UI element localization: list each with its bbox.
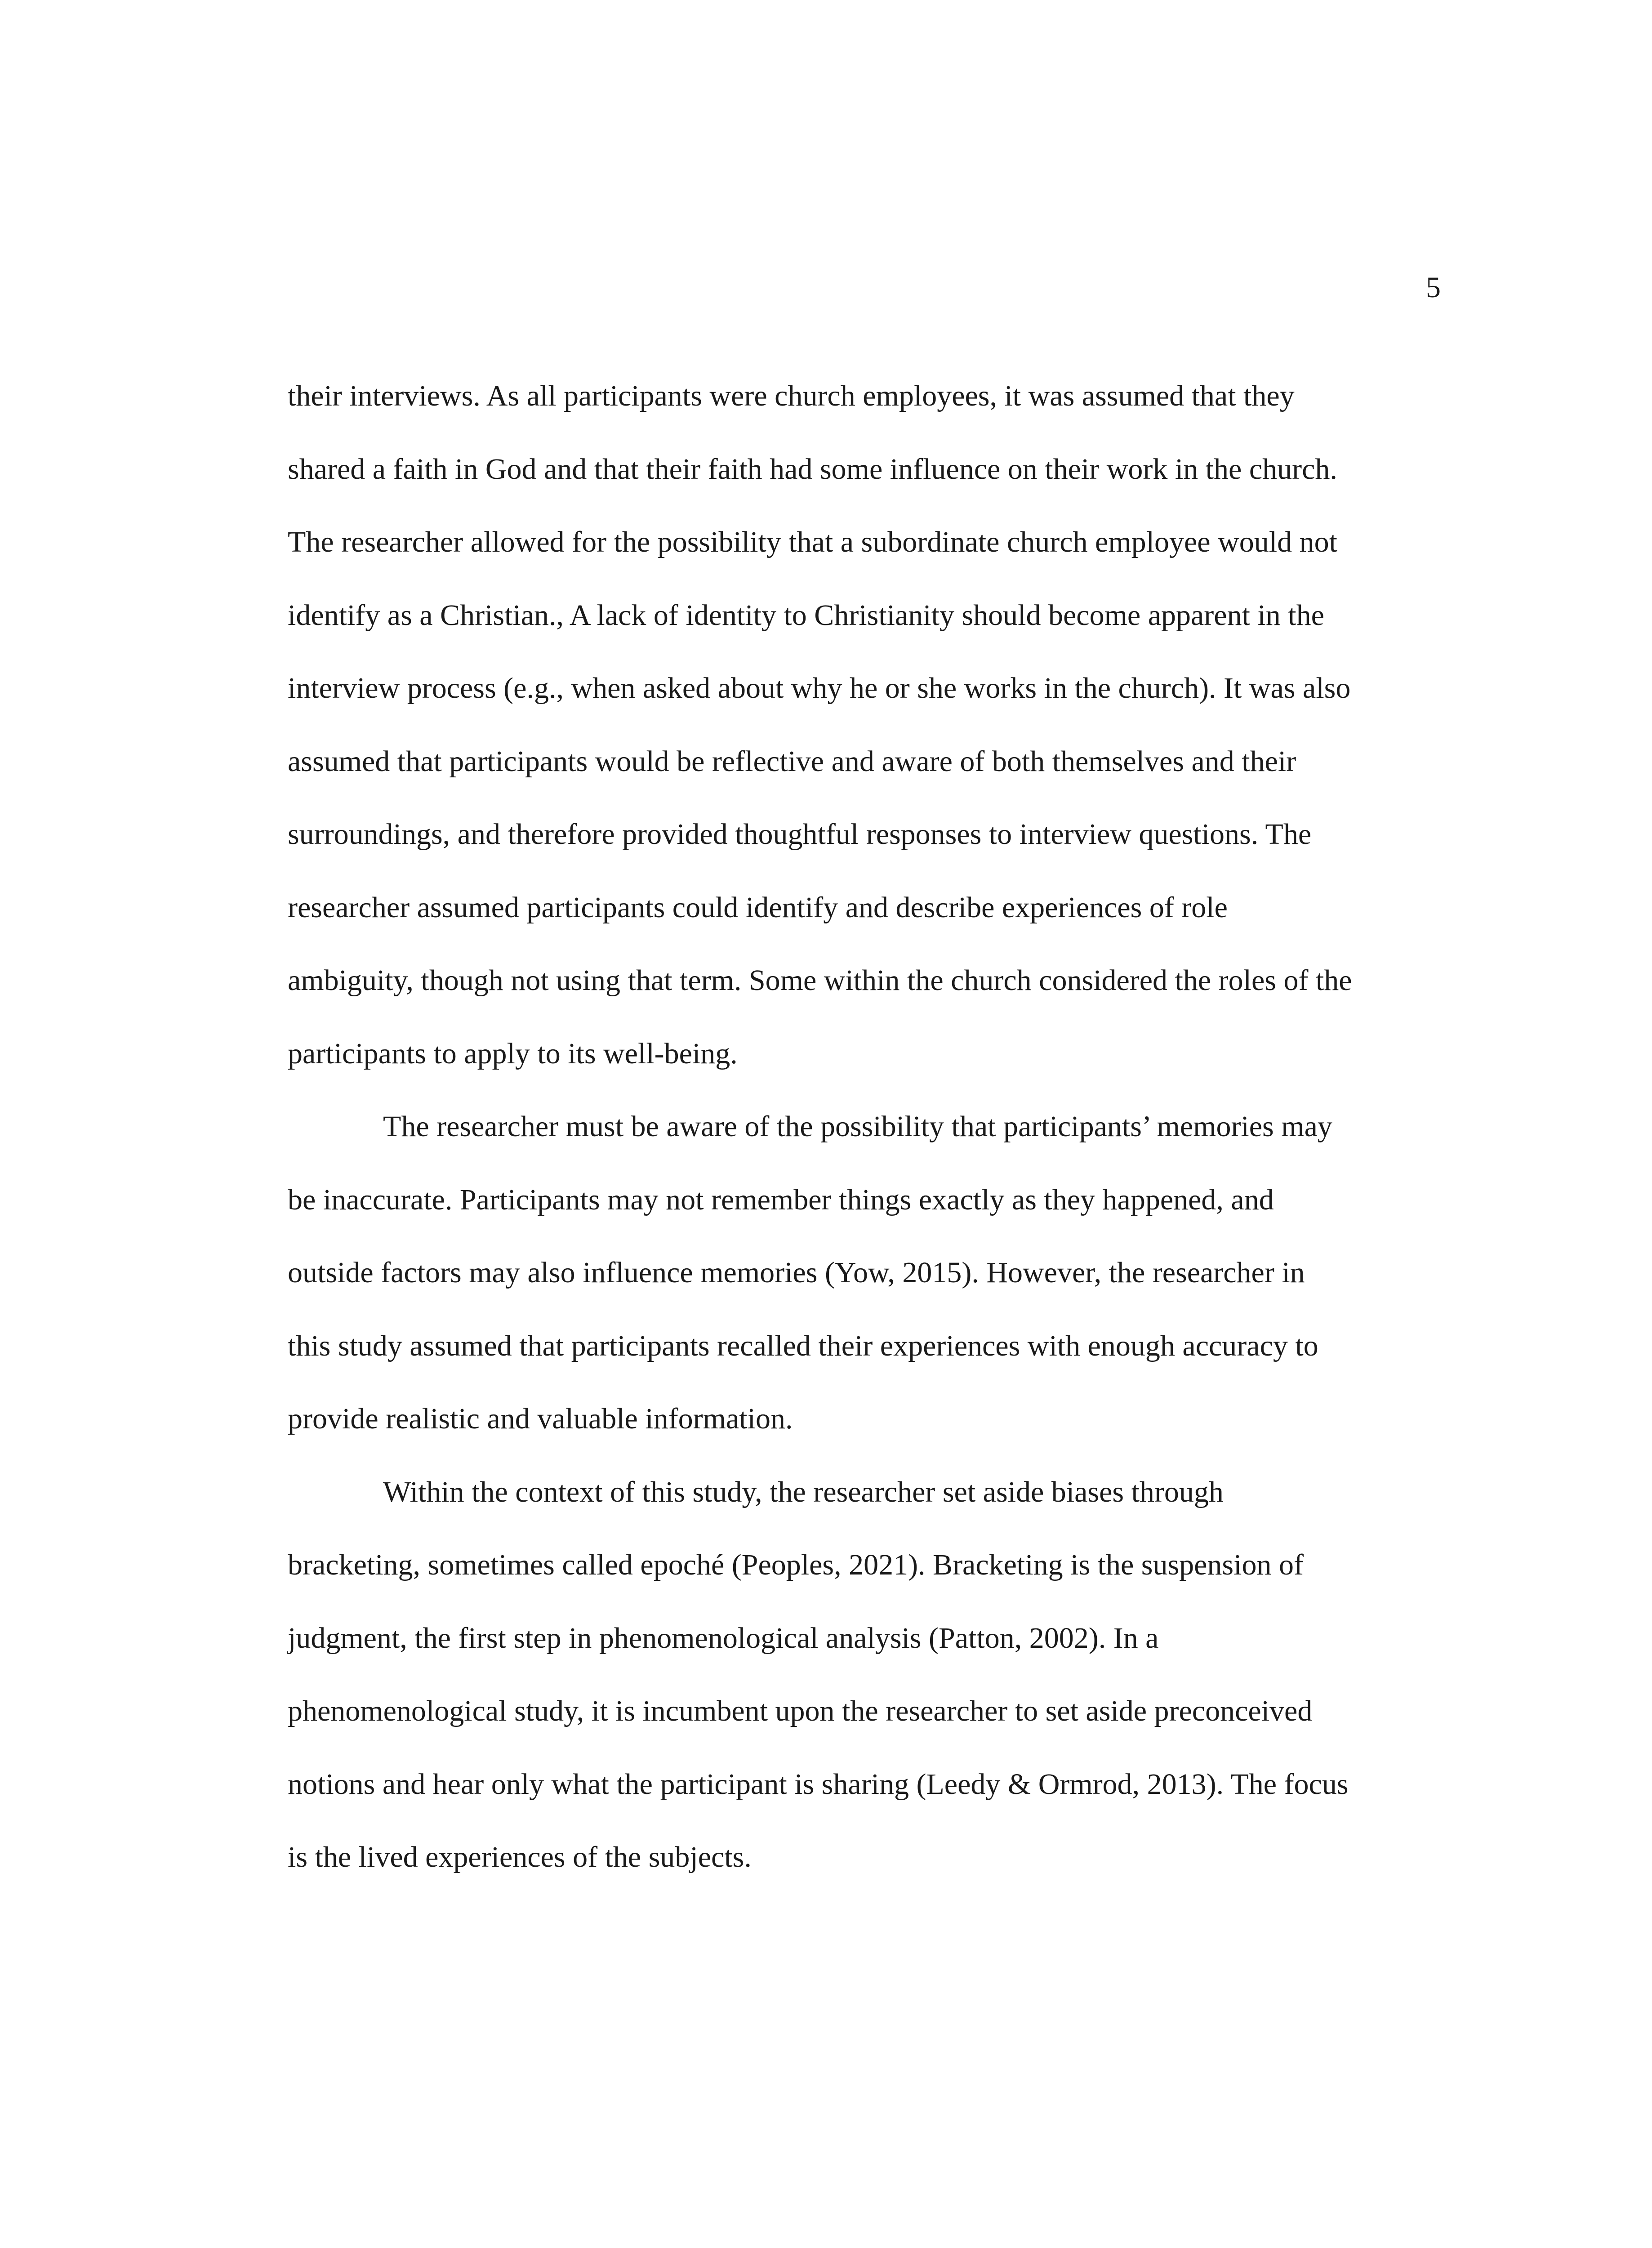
text-line: interview process (e.g., when asked about why he or she works in the church). It was also (288, 672, 1351, 705)
text-line: be inaccurate. Participants may not remember things exactly as they happened, and (288, 1183, 1274, 1216)
text-line: assumed that participants would be reflective and aware of both themselves and their (288, 745, 1296, 778)
text-line: shared a faith in God and that their faith had some influence on their work in the church. (288, 452, 1337, 486)
paragraph-3 (288, 1456, 1441, 1894)
text-line: notions and hear only what the participant is sharing (Leedy & Ormrod, 2013). The focus (288, 1767, 1349, 1801)
text-line: The researcher allowed for the possibility that a subordinate church employee would not (288, 526, 1337, 558)
text-line: ambiguity, though not using that term. Some within the church considered the roles of the (288, 964, 1352, 997)
text-line: The researcher must be aware of the possibility that participants’ memories may (383, 1110, 1332, 1143)
text-line: this study assumed that participants recalled their experiences with enough accuracy to (288, 1329, 1318, 1362)
text-line: outside factors may also influence memories (Yow, 2015). However, the researcher in (288, 1256, 1305, 1289)
text-line: judgment, the first step in phenomenological analysis (Patton, 2002). In a (288, 1621, 1159, 1655)
text-line: Within the context of this study, the researcher set aside biases through (383, 1475, 1224, 1508)
text-line: researcher assumed participants could identify and describe experiences of role (288, 891, 1228, 924)
text-line: participants to apply to its well-being. (288, 1037, 738, 1070)
text-line: bracketing, sometimes called epoché (Peoples, 2021). Bracketing is the suspension of (288, 1548, 1304, 1581)
paragraph-2 (288, 1090, 1441, 1456)
page-number: 5 (1426, 271, 1441, 304)
text-line: surroundings, and therefore provided thoughtful responses to interview questions. The (288, 818, 1312, 851)
text-line: identify as a Christian., A lack of identity to Christianity should become apparent in the (288, 598, 1324, 632)
text-line: their interviews. As all participants were church employees, it was assumed that they (288, 379, 1295, 412)
body-text (288, 360, 1441, 1894)
text-line: is the lived experiences of the subjects. (288, 1841, 752, 1873)
paragraph-1 (288, 360, 1441, 1090)
text-line: phenomenological study, it is incumbent upon the researcher to set aside preconceived (288, 1695, 1313, 1727)
text-line: provide realistic and valuable information. (288, 1402, 793, 1435)
